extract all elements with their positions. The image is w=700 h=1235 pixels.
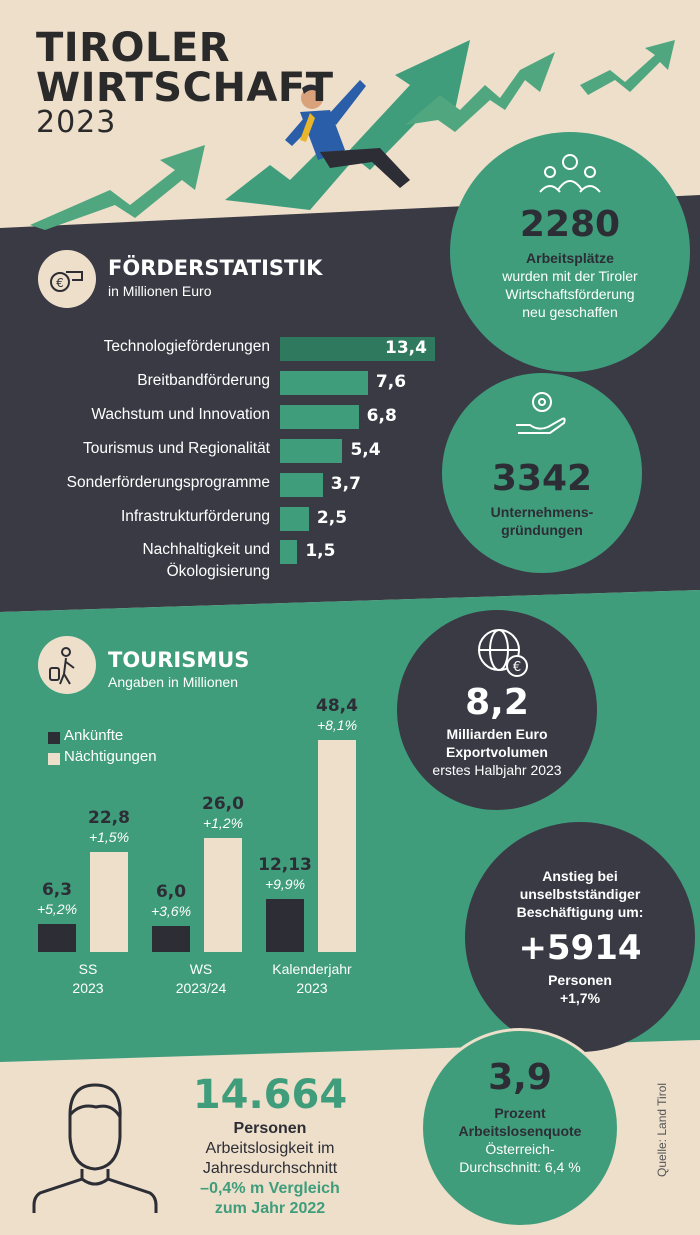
rate-line4: Durchschnitt: 6,4 %: [459, 1159, 581, 1175]
startups-line1: Unternehmens-: [490, 504, 594, 520]
jobs-line1: Arbeitsplätze: [526, 250, 614, 266]
tourismus-title: TOURISMUS: [108, 648, 250, 672]
title-year: 2023: [36, 105, 117, 140]
rate-circle: [420, 1028, 620, 1228]
rate-line1: Prozent: [494, 1105, 546, 1121]
jobs-circle: [450, 132, 690, 372]
euro-hand-icon: [38, 250, 96, 308]
jobs-line3: Wirtschaftsförderung: [505, 286, 635, 302]
people-icon: [536, 146, 604, 198]
foerder-bar-value: 1,5: [305, 541, 336, 561]
foerder-bar-value: 6,8: [366, 406, 397, 426]
foerder-bar-label: Technologieförderungen: [103, 338, 270, 355]
unemployed-line1: Personen: [233, 1120, 307, 1137]
tourism-bar-change: +5,2%: [36, 901, 78, 918]
title-line-2: WIRTSCHAFT: [36, 65, 334, 111]
export-line2: Exportvolumen: [446, 744, 548, 760]
tourism-bar-value: 26,0: [202, 794, 244, 815]
arrivals-bar: [38, 924, 76, 952]
svg-text:€: €: [512, 660, 522, 675]
foerder-bar: [280, 405, 359, 429]
category-label-ss: SS 2023: [72, 961, 104, 996]
arrivals-bar: [152, 926, 190, 952]
title-line-1: TIROLER: [36, 25, 231, 71]
export-line3: erstes Halbjahr 2023: [432, 762, 562, 778]
unemployed-line4: –0,4% m Vergleich: [200, 1180, 340, 1197]
legend-nights-swatch: [48, 753, 60, 765]
export-value: 8,2: [465, 682, 529, 723]
rate-line3: Österreich-: [485, 1141, 555, 1157]
legend-arrivals-swatch: [48, 732, 60, 744]
tourism-bar-value: 22,8: [88, 808, 130, 829]
tourism-bar-value: 12,13: [258, 854, 312, 875]
tourism-bar-change: +8,1%: [316, 717, 358, 733]
employment-line2: unselbstständiger: [519, 886, 641, 902]
tourism-bar-change: +1,5%: [88, 829, 130, 846]
startups-circle: [442, 373, 642, 573]
gear-hand-icon: [510, 387, 574, 437]
rate-value: 3,9: [488, 1057, 552, 1098]
foerder-bar-value: 7,6: [375, 372, 407, 392]
source-note: Quelle: Land Tirol: [655, 1082, 669, 1177]
tourism-bar-value: 6,0: [155, 881, 187, 902]
svg-text:€: €: [56, 276, 64, 290]
nights-bar: [318, 740, 356, 952]
foerder-bar-value: 2,5: [316, 508, 348, 528]
unemployed-value: 14.664: [192, 1072, 348, 1118]
jobs-line4: neu geschaffen: [522, 304, 618, 320]
foerder-subtitle: in Millionen Euro: [108, 283, 212, 299]
startups-line2: gründungen: [501, 522, 583, 538]
legend-nights-label: Nächtigungen: [64, 748, 157, 765]
foerder-bar-value: 13,4: [385, 338, 427, 358]
tourism-bar-change: +9,9%: [264, 875, 306, 892]
employment-value: +5914: [518, 928, 642, 968]
export-line1: Milliarden Euro: [446, 726, 548, 742]
category-label-ws: WS 2023/24: [175, 961, 227, 996]
employment-line3: Beschäftigung um:: [516, 904, 644, 920]
nights-bar: [204, 838, 242, 952]
foerder-bar: [280, 439, 342, 463]
foerder-bar: [280, 540, 297, 564]
foerder-bar-label: Tourismus und Regionalität: [83, 440, 270, 457]
employment-line4: Personen: [548, 972, 612, 988]
foerder-bar: [280, 507, 309, 531]
foerder-bar-label: Breitbandförderung: [137, 372, 270, 389]
arrivals-bar: [266, 899, 304, 952]
unemployed-line2: Arbeitslosigkeit im: [205, 1140, 335, 1157]
foerder-bar-label: Sonderförderungsprogramme: [66, 474, 270, 491]
foerder-bar-value: 5,4: [350, 440, 381, 460]
jobs-value: 2280: [519, 204, 621, 245]
unemployed-line5: zum Jahr 2022: [214, 1200, 326, 1217]
foerder-bar-label: Wachstum und Innovation: [91, 406, 270, 423]
employment-circle: [465, 822, 695, 1052]
tourism-bar-value: 6,3: [41, 880, 73, 901]
foerder-bar-label: Nachhaltigkeit und Ökologisierung: [142, 541, 270, 580]
tourism-bar-change: +1,2%: [202, 815, 244, 832]
export-circle: [397, 610, 597, 810]
rate-line2: Arbeitslosenquote: [458, 1123, 582, 1139]
tourism-bar-value: 48,4: [316, 696, 358, 716]
tourismus-subtitle: Angaben in Millionen: [108, 674, 238, 690]
person-icon: [30, 1075, 160, 1215]
legend-arrivals-label: Ankünfte: [64, 727, 124, 744]
unemployed-line3: Jahresdurchschnitt: [202, 1160, 338, 1177]
globe-euro-icon: [473, 624, 533, 684]
nights-bar: [90, 852, 128, 952]
foerder-bar: [280, 371, 368, 395]
category-label-year: Kalenderjahr 2023: [272, 961, 352, 996]
foerder-bar-label: Infrastrukturförderung: [120, 508, 270, 525]
traveler-icon: [38, 636, 96, 694]
startups-value: 3342: [491, 458, 593, 499]
tourism-bar-change: +3,6%: [150, 902, 192, 919]
foerder-title: FÖRDERSTATISTIK: [108, 256, 323, 280]
employment-line1: Anstieg bei: [542, 868, 618, 884]
employment-line5: +1,7%: [559, 990, 601, 1006]
foerder-bar: [280, 473, 323, 497]
foerder-bar-value: 3,7: [330, 474, 361, 494]
jobs-line2: wurden mit der Tiroler: [502, 268, 638, 284]
